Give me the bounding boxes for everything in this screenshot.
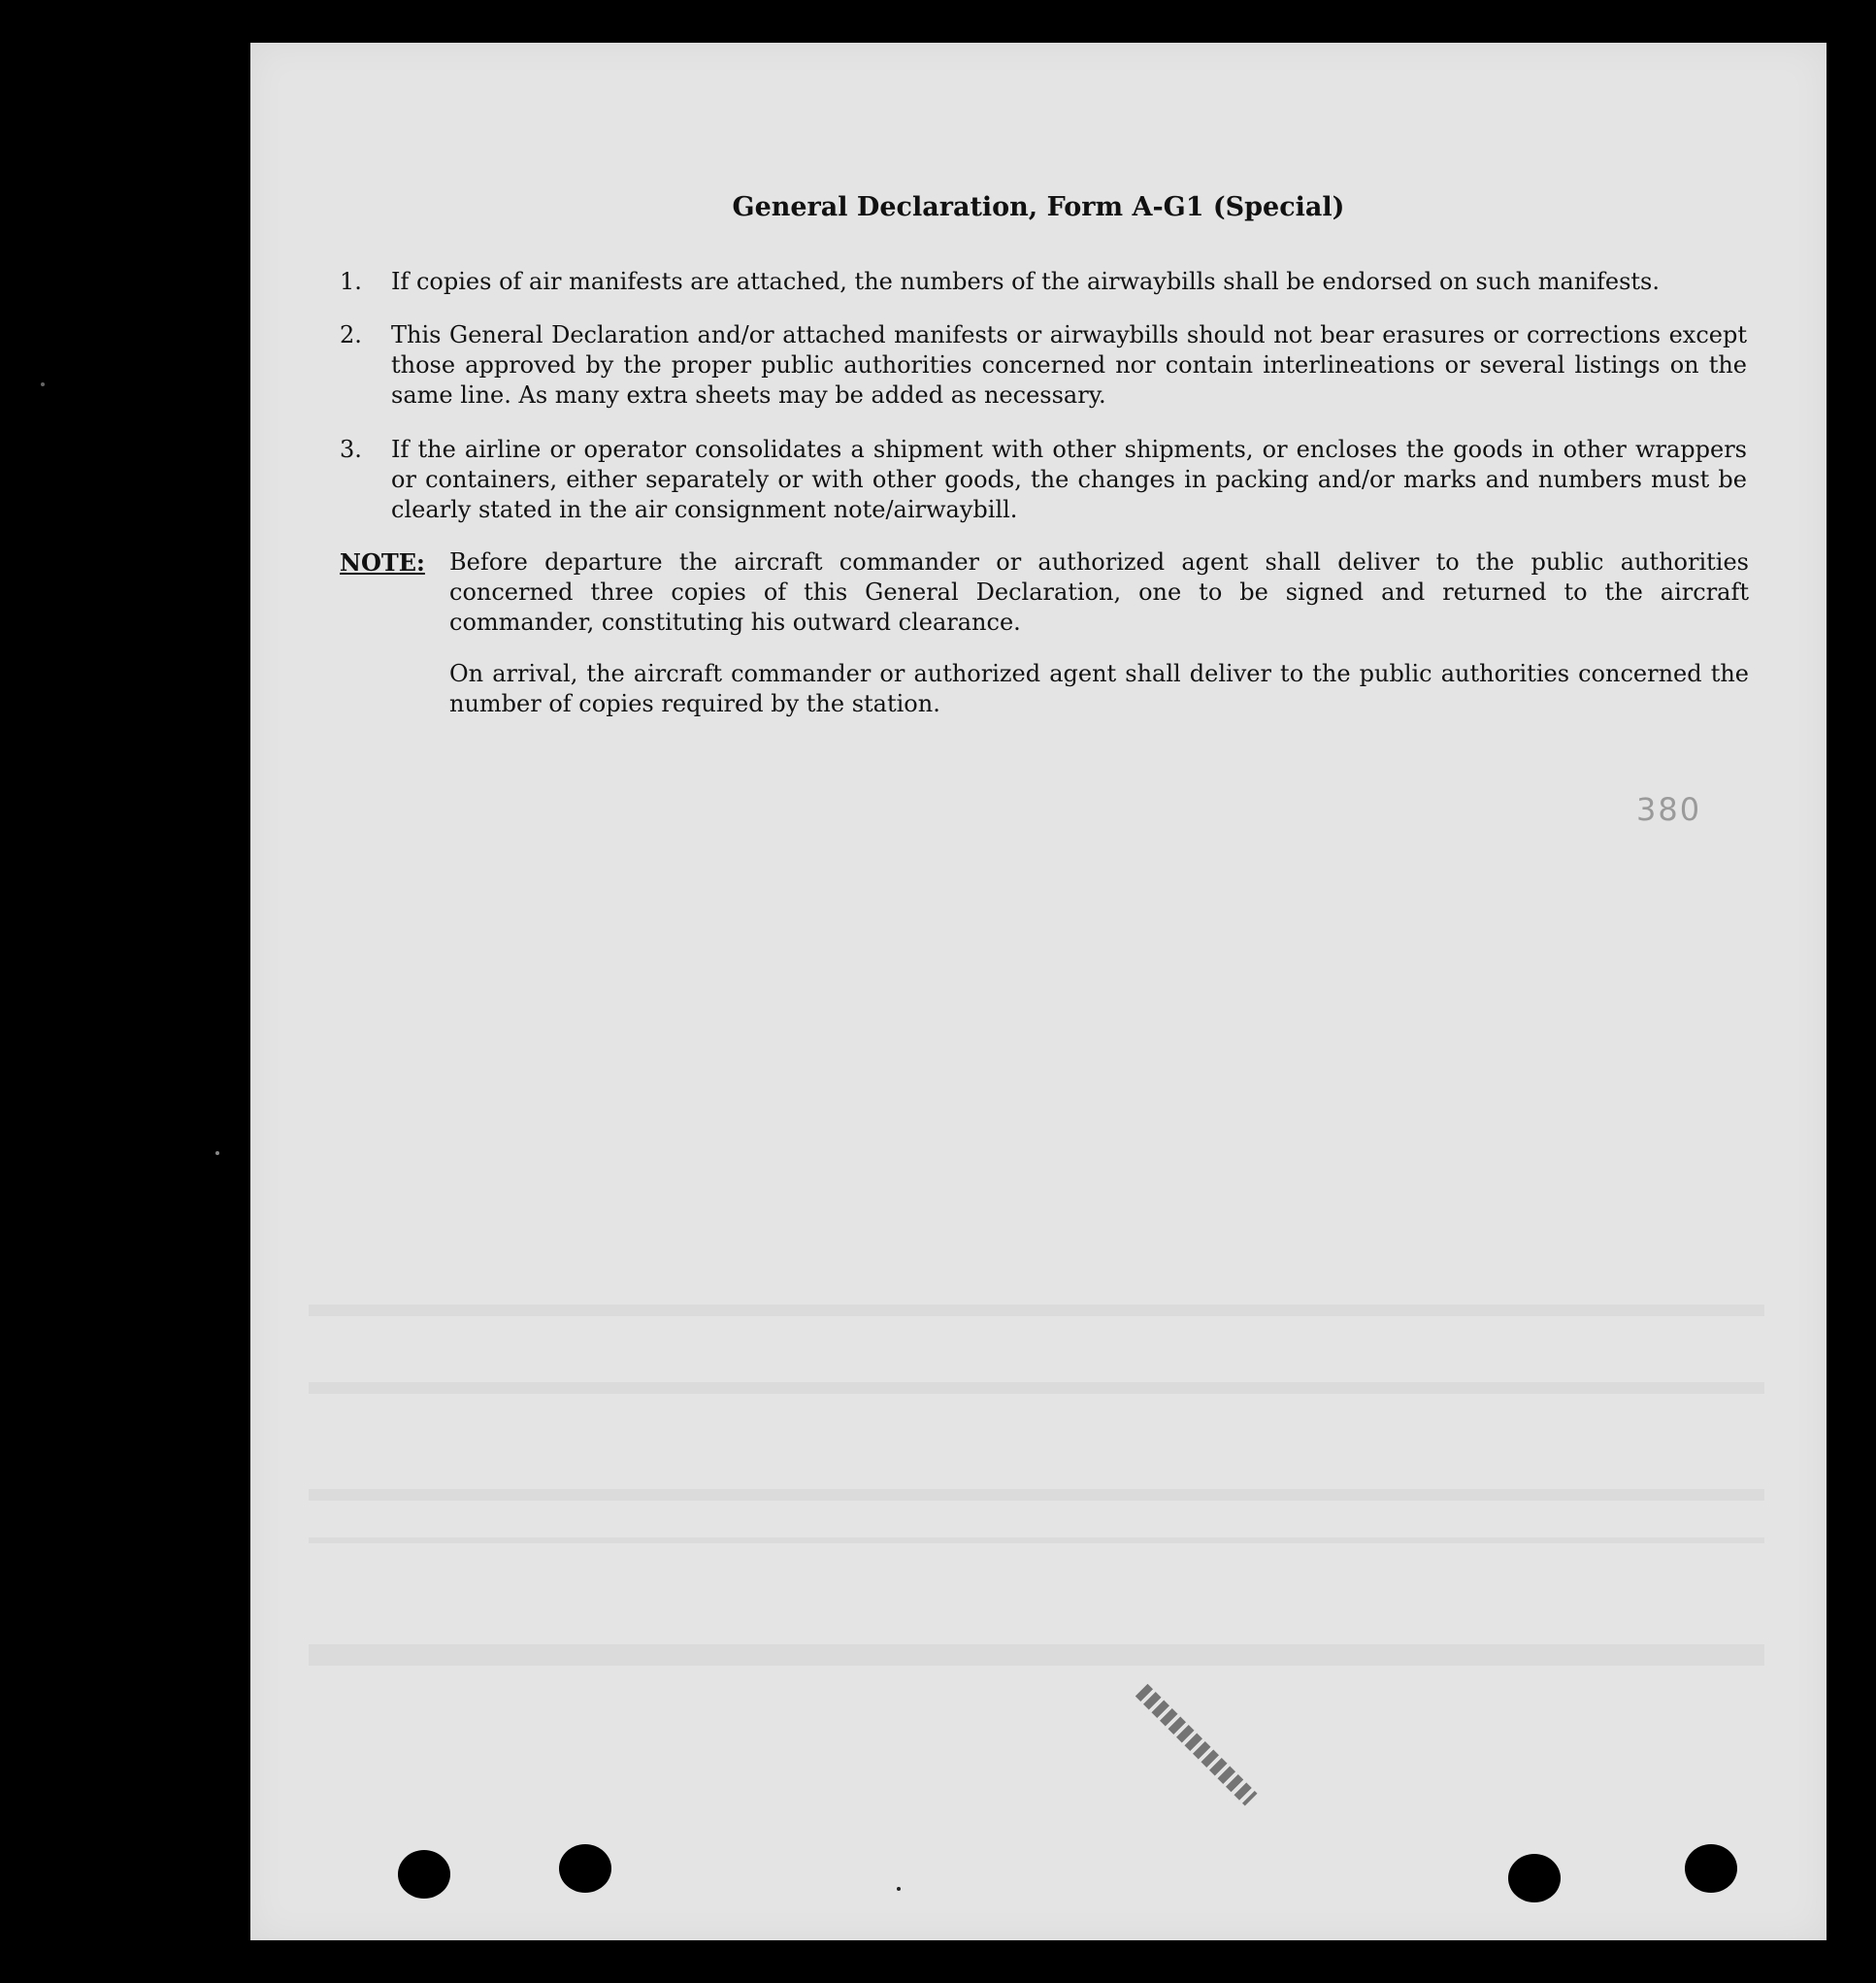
speck [41, 382, 45, 386]
item-number: 2. [340, 321, 362, 348]
note-paragraph: Before departure the aircraft commander or authorized agent shall deliver to the public authorities concerned three copies of this General Declaration, one to be signed and returned to the aircraft commander, constituting his outward clearance. [449, 548, 1749, 636]
stamp-mark [1135, 1684, 1258, 1806]
note-label: NOTE: [340, 548, 425, 577]
bleed-through-line [309, 1644, 1764, 1666]
note-block [340, 547, 1749, 719]
item-text: If the airline or operator consolidates a shipment with other shipments, or encloses the goods in other wrappers or containers, either separately or with other goods, the changes in packing and/or marks and numbers must be clearly stated in the air consignment note/airwaybill. [391, 436, 1747, 523]
note-paragraph: On arrival, the aircraft commander or authorized agent shall deliver to the public authorities concerned the number of copies required by the station. [449, 660, 1749, 717]
item-number: 3. [340, 436, 362, 463]
bleed-through-line [309, 1305, 1764, 1316]
speck [897, 1887, 901, 1891]
document-page [250, 43, 1827, 1940]
punch-hole [1508, 1854, 1561, 1902]
bleed-through-line [309, 1489, 1764, 1501]
document-title: General Declaration, Form A-G1 (Special) [732, 192, 1345, 222]
item-text: If copies of air manifests are attached, the numbers of the airwaybills shall be endorsed on such manifests. [391, 268, 1660, 295]
bleed-through-line [309, 1382, 1764, 1394]
page-number: 380 [1636, 791, 1702, 828]
punch-hole [398, 1850, 450, 1899]
list-item-3 [340, 435, 1747, 525]
item-number: 1. [340, 268, 362, 295]
item-text: This General Declaration and/or attached manifests or airwaybills should not bear erasures or corrections except those approved by the proper public authorities concerned nor contain interlineations or several listings on the same line. As many extra sheets may be added as necessary. [391, 321, 1747, 409]
list-item-1 [340, 267, 1747, 297]
punch-hole [559, 1844, 611, 1893]
speck [215, 1151, 219, 1155]
punch-hole [1685, 1844, 1737, 1893]
list-item-2 [340, 320, 1747, 411]
bleed-through-line [309, 1537, 1764, 1543]
